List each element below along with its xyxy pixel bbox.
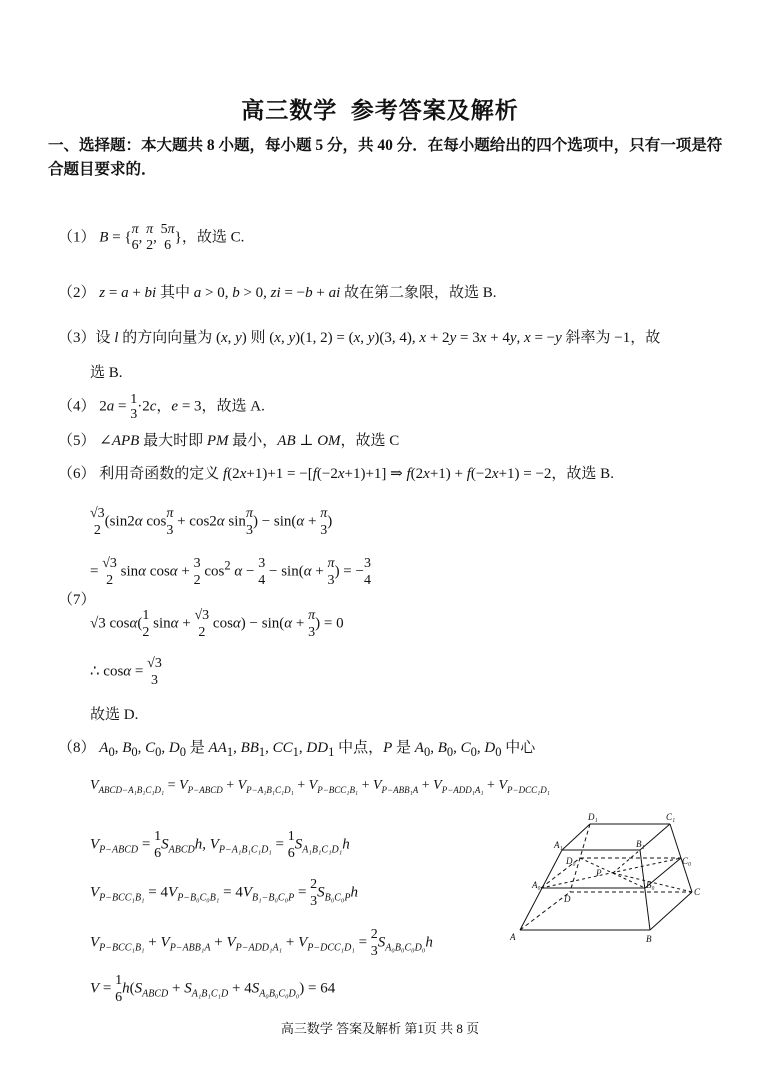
label-A1: A₁ — [554, 840, 563, 850]
answer-q7-line3: √3 cosα(1 2 sinα + √3 2 cosα) − sin(α + π 3) = 0 — [90, 608, 344, 640]
answer-q4: （4） 2a = 1 3·2c，e = 3，故选 A. — [58, 392, 265, 422]
answer-q1: （1） B = {π 6, π 2, 5π 6}，故选 C. — [58, 222, 245, 253]
answer-q3-line1: （3）设 l 的方向向量为 (x, y) 则 (x, y)(1, 2) = (x, y)(3, 4), x + 2y = 3x + 4y, x = −y 斜率为 −1，故 — [58, 330, 661, 346]
label-D0: D₀ — [566, 856, 576, 866]
label-B0: B₀ — [646, 880, 655, 890]
section-header-line1: 一、选择题：本大题共 8 小题，每小题 5 分，共 40 分．在每小题给出的四个选项中，只有一项是符 — [48, 137, 723, 154]
label-C: C — [694, 887, 701, 897]
label-D: D — [564, 894, 571, 904]
label-A: A — [510, 932, 516, 942]
page-title: 高三数学 参考答案及解析 — [241, 98, 519, 123]
label-C0: C₀ — [682, 856, 692, 866]
answer-q7-conclusion: 故选 D. — [90, 707, 139, 723]
answer-q6: （6） 利用奇函数的定义 f(2x+1)+1 = −[f(−2x+1)+1] ⇒ f(2x+1) + f(−2x+1) = −2，故选 B. — [58, 466, 614, 482]
label-B1: B₁ — [636, 839, 645, 849]
label-P: P — [596, 868, 602, 878]
answer-q8-eq5: V = 1 $6h(S_{ABCD} + S_{A_1B_1C_1D} + 4S_{A_0B_0C_0D_0}) = 64$ — [90, 973, 336, 1005]
answer-q5: （5） ∠APB 最大时即 PM 最小，AB ⊥ OM，故选 C — [58, 433, 400, 449]
answer-q8-eq4: $V_{P-BCC_1B_1} + V_{P-ABB_1A} + V_{P-ADD_1A_1} + V_{P-DCC_1D_1} = 2$ $3S_{A_0B_0C_0D_0}h$ — [90, 927, 433, 959]
label-D1: D₁ — [588, 812, 598, 822]
answer-q7-label: （7） — [58, 592, 96, 608]
page-footer: 高三数学 答案及解析 第1页 共 8 页 — [280, 1021, 480, 1036]
answer-q8-eq1: $V_{ABCD-A_1B_1C_1D_1} = V_{P-ABCD} + V_{P-A_1B_1C_1D_1} + V_{P-BCC_1B_1} + V_{P-ABB_1A} + V_{P-ADD_1A_1} + V_{P-DCC_1D_1}$ — [90, 778, 550, 795]
label-C1: C₁ — [666, 812, 676, 822]
answer-q8-intro: （8） $A_0$, $B_0$, $C_0$, $D_0$ 是 $AA_1$, $BB_1$, $CC_1$, $DD_1$ 中点，P 是 $A_0$, $B_0$, $C_0$, $D_0$ 中心 — [58, 740, 536, 759]
answer-q7-line4: ∴ cosα = √3 3 — [90, 656, 162, 688]
frustum-figure — [500, 810, 720, 950]
answer-q3-line2: 选 B. — [90, 365, 123, 381]
answer-q2: （2） z = a + bi 其中 a > 0, b > 0, zi = −b + ai 故在第二象限，故选 B. — [58, 285, 497, 301]
label-A0: A₀ — [532, 880, 541, 890]
label-B: B — [646, 934, 652, 944]
answer-q8-eq3: $V_{P-BCC_1B_1} = 4V_{P-B_0C_0B_1} = 4V_{B_1-B_0C_0P} = 2$ $3S_{B_0C_0P}h$ — [90, 877, 359, 909]
answer-q7-line1: √3 2(sin2α cosπ 3 + cos2α sinπ 3) − sin(α + π 3) — [90, 506, 333, 538]
answer-q8-eq2: $V_{P-ABCD} = 1$ $6S_{ABCD}h$, $V_{P-A_1B_1C_1D_1} = 1$ $6S_{A_1B_1C_1D_1}h$ — [90, 829, 350, 861]
answer-q7-line2: = √3 2 sinα cosα + 3 2 $\cos^2 \alpha - 3$ 4 − sin(α + π 3) = −3 4 — [90, 556, 371, 588]
section-header-line2: 合题目要求的． — [48, 161, 157, 178]
